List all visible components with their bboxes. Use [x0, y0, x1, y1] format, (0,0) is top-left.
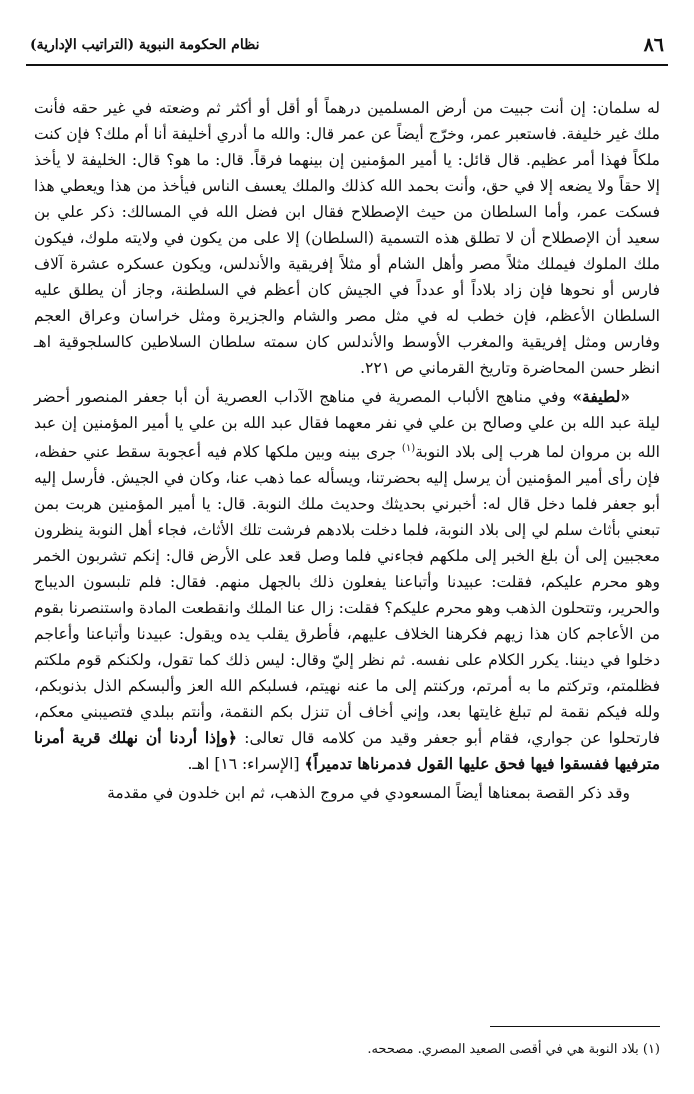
- paragraph-3: وقد ذكر القصة بمعناها أيضاً المسعودي في مروج الذهب، ثم ابن خلدون في مقدمة: [107, 784, 630, 803]
- footnote: (١) بلاد النوبة هي في أقصى الصعيد المصري. مصححه.: [367, 1042, 660, 1057]
- paragraph-1: له سلمان: إن أنت جبيت من أرض المسلمين درهماً أو أقل أو أكثر ثم وضعته في غير حقه فأنت ملك غير خليفة. فاستعبر عمر، وخرّج أيضاً عن عمر قال: والله ما أدري أخليفة أنا أم ملك؟ فإن كنت ملكاً فهذا أمر عظيم. قال قائل: يا أمير المؤمنين إن بينهما فرقاً. قال: ما هو؟ قال: الخليفة لا يأخذ إلا حقاً ولا يضعه إلا في حق، وأنت بحمد الله كذلك والملك يعسف الناس فيأخذ من هذا ويعطي هذا فسكت عمر، وأما السلطان من حيث الإصطلاح فقال ابن فضل الله في المسالك: ذكر علي بن سعيد أن الإصطلاح أن لا تطلق هذه التسمية (السلطان) إلا على من يكون في ولايته ملوك، فيكون ملك الملوك فيملك مثلاً مصر وأهل الشام أو مثلاً إفريقية والأندلس، ويكون عسكره عشرة آلاف فارس أو نحوها فإن زاد بلاداً أو عدداً في الجيش كان أعظم في السلطنة، وجاز أن يطلق عليه السلطان الأعظم، فإن خطب له في مثل مصر والشام والجزيرة ومثل خراسان وعراق العجم وفارس ومثل إفريقية والمغرب الأوسط والأندلس كان سمته سلطان السلاطين كالسلجوقية اهـ انظر حسن المحاضرة وتاريخ القرماني ص ٢٢١.: [34, 99, 660, 377]
- page-header: [26, 34, 668, 66]
- running-title: نظام الحكومة النبوية (التراتيب الإدارية): [30, 37, 260, 53]
- paragraph-2-text-c: [الإسراء: ١٦] اهـ.: [187, 755, 305, 774]
- body-text: [34, 95, 660, 806]
- section-label-latifa: «لطيفة»: [572, 387, 630, 406]
- paragraph-2-text-b: جرى بينه وبين ملكها كلام فيه أعجوبة سقط عني حفظه، فإن رأى أمير المؤمنين أن يرسل إليه بحضرتنا، ويسأله عما ذهب عنا، وكان في الجيش. فأرسل إليه أبو جعفر فلما دخل قال له: أخبرني بحديثك وحديث ملك النوبة. قال: يا أمير المؤمنين هربت بمن تبعني بأثاث سلم لي إلى بلاد النوبة، فلما دخلت بلادهم فرشت تلك الأثاث، فجاء أهل النوبة ينظرون معجبين إلى أن بلغ الخبر إلى ملكهم فجاءني فلما وصل قعد على الأرض قال: إنكم تشربون الخمر وهو محرم عليكم، فقلت: عبيدنا وأتباعنا يفعلون ذلك بالجهل منهم. فقال: فلم تلبسون الديباج والحرير، وتتحلون الذهب وهو محرم عليكم؟ فقلت: زال عنا الملك وانقطعت المادة واستنصرنا بقوم من الأعاجم كان هذا زيهم فكرهنا الخلاف عليهم، فأطرق يقلب يده ويقول: عبيدنا وأتباعنا وأعاجم دخلوا في ديننا. يكرر الكلام على نفسه. ثم نظر إليّ وقال: ليس ذلك كما تقول، ولكنكم قوم ملكتم فظلمتم، وتركتم ما به أمرتم، وركنتم إلى ما عنه نهيتم، فسلبكم الله العز وألبسكم الذل بذنوبكم، ولله فيكم نقمة لم تبلغ غايتها بعد، وإني أخاف أن تنزل بكم النقمة، وأنتم ببلدي فتصيبني معكم، فارتحلوا عن جواري، فقام أبو جعفر وقيد من كلامه قال تعالى:: [34, 443, 660, 748]
- paragraph-2-text-a: وفي مناهج الألباب المصرية في مناهج الآداب العصرية أن أبا جعفر المنصور أحضر ليلة عبد الله بن علي وصالح بن علي في نفر معهما فقال عبد الله بن علي يا أمير المؤمنين إن عبد الله بن مروان لما هرب إلى بلاد النوبة: [34, 388, 660, 462]
- quran-verse: ﴿وإذا أردنا أن نهلك قرية أمرنا مترفيها ففسقوا فيها فحق عليها القول فدمرناها تدميراً﴾: [34, 728, 660, 774]
- footnote-divider: [490, 1026, 660, 1027]
- footnote-reference[interactable]: (١): [401, 443, 416, 454]
- paragraph-2: [34, 384, 660, 777]
- page-number: ٨٦: [643, 34, 664, 56]
